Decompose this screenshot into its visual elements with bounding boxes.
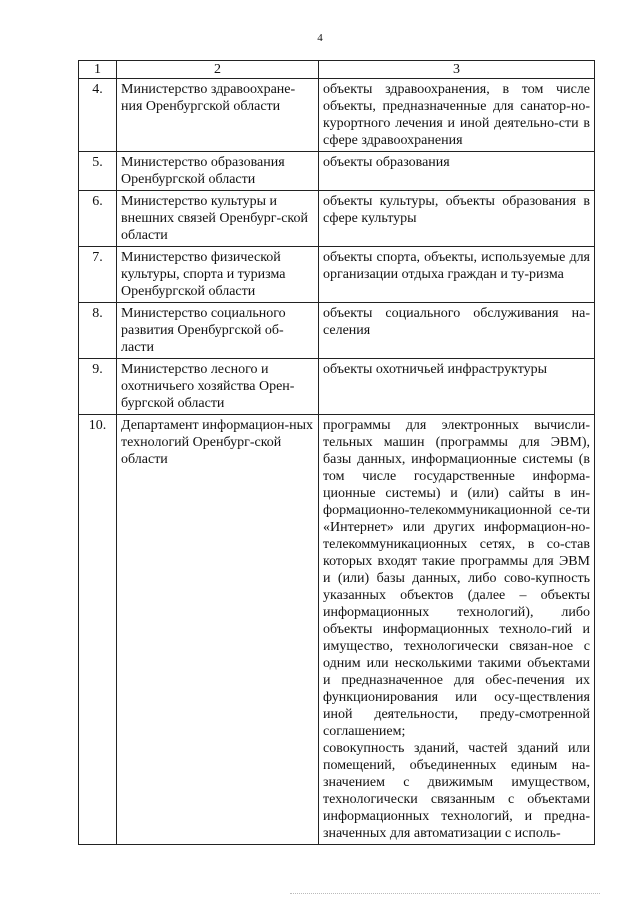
organization-cell: Министерство здравоохране-ния Оренбургской области — [117, 79, 319, 152]
row-number: 8. — [79, 303, 117, 359]
table-row — [79, 191, 595, 247]
table-row — [79, 359, 595, 415]
row-number: 4. — [79, 79, 117, 152]
objects-cell: объекты спорта, объекты, используемые для организации отдыха граждан и ту-ризма — [319, 247, 595, 303]
row-number: 6. — [79, 191, 117, 247]
table-row — [79, 303, 595, 359]
row-number: 7. — [79, 247, 117, 303]
row-number: 9. — [79, 359, 117, 415]
objects-cell: объекты образования — [319, 152, 595, 191]
organization-cell: Департамент информацион-ных технологий Оренбург-ской области — [117, 415, 319, 845]
page-number: 4 — [317, 32, 323, 44]
table-row — [79, 152, 595, 191]
column-header-2: 2 — [117, 61, 319, 79]
scan-artifact-line — [290, 893, 600, 898]
objects-cell: объекты здравоохранения, в том числе объекты, предназначенные для санатор-но-курортного лечения и иной деятельно-сти в сфере здравоохранения — [319, 79, 595, 152]
organization-cell: Министерство физической культуры, спорта и туризма Оренбургской области — [117, 247, 319, 303]
objects-cell: объекты социального обслуживания на-селения — [319, 303, 595, 359]
objects-cell: объекты охотничьей инфраструктуры — [319, 359, 595, 415]
objects-cell — [319, 415, 595, 845]
organization-cell: Министерство социального развития Оренбургской об-ласти — [117, 303, 319, 359]
table-row — [79, 247, 595, 303]
table-header-row — [79, 61, 595, 79]
objects-paragraph-2: совокупность зданий, частей зданий или помещений, объединенных единым на-значением с движимым имуществом, технологически связанным с объектами информационных технологий, и предна-значенных для автоматизации с исполь- — [323, 741, 590, 841]
column-header-3: 3 — [319, 61, 595, 79]
organization-cell: Министерство лесного и охотничьего хозяйства Орен-бургской области — [117, 359, 319, 415]
table-row — [79, 415, 595, 845]
objects-cell: объекты культуры, объекты образования в сфере культуры — [319, 191, 595, 247]
document-table — [78, 60, 595, 845]
row-number: 10. — [79, 415, 117, 845]
organization-cell: Министерство культуры и внешних связей Оренбург-ской области — [117, 191, 319, 247]
organization-cell: Министерство образования Оренбургской области — [117, 152, 319, 191]
objects-paragraph-1: программы для электронных вычисли-тельных машин (программы для ЭВМ), базы данных, информационные системы (в том числе государственные информа-ционные системы) и (или) сайты в ин-формационно-телекоммуникационной се-ти «Интернет» или других информацион-но-телекоммуникационных сетях, в со-став которых входят такие программы для ЭВМ и (или) базы данных, либо сово-купность указанных объектов (далее – объекты информационных технологий), либо объекты информационных техноло-гий и имущество, технологически связан-ное с одним или несколькими такими объектами и предназначенное для обес-печения их функционирования или осу-ществления иной деятельности, преду-смотренной соглашением; — [323, 418, 590, 739]
column-header-1: 1 — [79, 61, 117, 79]
row-number: 5. — [79, 152, 117, 191]
table-row — [79, 79, 595, 152]
